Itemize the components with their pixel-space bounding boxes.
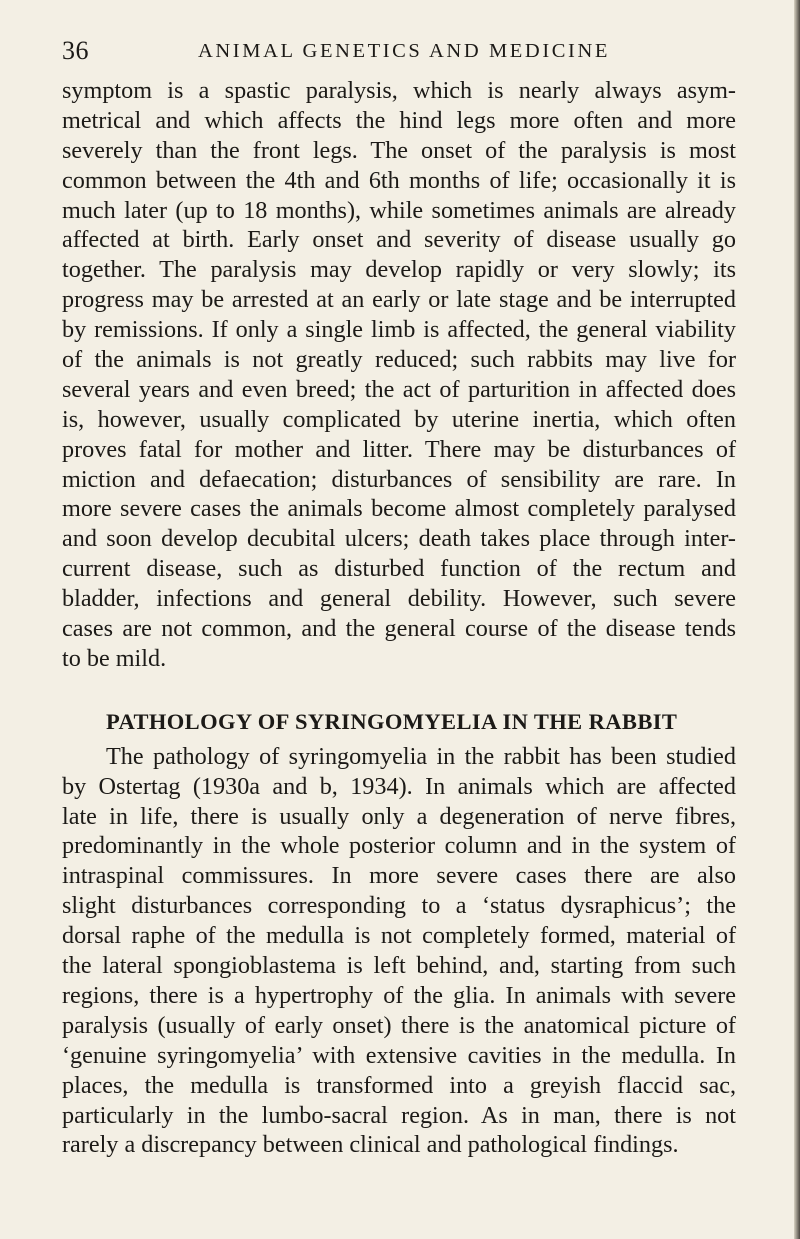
text-line: predominantly in the whole posterior column and in the system of (62, 832, 736, 860)
text-line: much later (up to 18 months), while sometimes animals are already (62, 196, 736, 224)
section-heading: PATHOLOGY OF SYRINGOMYELIA IN THE RABBIT (106, 708, 678, 734)
text-line: The pathology of syringomyelia in the rabbit has been studied (106, 742, 736, 770)
text-line: together. The paralysis may develop rapidly or very slowly; its (62, 256, 736, 284)
text-line: regions, there is a hypertrophy of the glia. In animals with severe (62, 981, 736, 1009)
text-line: affected at birth. Early onset and severity of disease usually go (62, 226, 736, 254)
running-head (62, 36, 738, 66)
text-line: to be mild. (62, 644, 167, 672)
text-line: by remissions. If only a single limb is affected, the general viability (62, 316, 736, 344)
text-line: current disease, such as disturbed function of the rectum and (62, 555, 736, 583)
text-line: more severe cases the animals become almost completely paralysed (62, 495, 736, 523)
page-number: 36 (62, 36, 89, 65)
text-line: of the animals is not greatly reduced; such rabbits may live for (62, 346, 736, 374)
text-line: common between the 4th and 6th months of life; occasionally it is (62, 166, 736, 194)
paragraph-paralysis-symptoms (62, 76, 736, 674)
body-text (62, 76, 736, 1160)
text-line: by Ostertag (1930a and b, 1934). In animals which are affected (62, 772, 736, 800)
text-line: bladder, infections and general debility. However, such severe (62, 585, 736, 613)
text-line: miction and defaecation; disturbances of sensibility are rare. In (62, 465, 736, 493)
page-edge-shadow (794, 0, 800, 1239)
text-line: paralysis (usually of early onset) there is the anatomical picture of (62, 1011, 736, 1039)
text-line: particularly in the lumbo-sacral region. As in man, there is not (62, 1101, 736, 1129)
text-line: late in life, there is usually only a degeneration of nerve fibres, (62, 802, 736, 830)
text-line: and soon develop decubital ulcers; death takes place through inter- (62, 525, 736, 553)
text-line: cases are not common, and the general course of the disease tends (62, 615, 736, 643)
paragraph-pathology (62, 742, 736, 1160)
text-line: rarely a discrepancy between clinical and pathological findings. (62, 1131, 679, 1159)
text-line: dorsal raphe of the medulla is not completely formed, material of (62, 922, 736, 950)
running-title: ANIMAL GENETICS AND MEDICINE (198, 40, 610, 62)
text-line: metrical and which affects the hind legs more often and more (62, 106, 736, 134)
text-line: several years and even breed; the act of parturition in affected does (62, 375, 736, 403)
text-line: slight disturbances corresponding to a ‘status dysraphicus’; the (62, 892, 736, 920)
text-line: ‘genuine syringomyelia’ with extensive cavities in the medulla. In (62, 1041, 736, 1069)
text-line: places, the medulla is transformed into a greyish flaccid sac, (62, 1071, 736, 1099)
text-line: severely than the front legs. The onset of the paralysis is most (62, 136, 736, 164)
text-line: the lateral spongioblastema is left behind, and, starting from such (62, 952, 736, 980)
text-line: intraspinal commissures. In more severe cases there are also (62, 862, 736, 890)
text-line: symptom is a spastic paralysis, which is nearly always asym- (62, 77, 736, 104)
text-line: progress may be arrested at an early or late stage and be interrupted (62, 286, 736, 314)
text-line: proves fatal for mother and litter. There may be disturbances of (62, 435, 736, 463)
text-line: is, however, usually complicated by uterine inertia, which often (62, 405, 736, 433)
